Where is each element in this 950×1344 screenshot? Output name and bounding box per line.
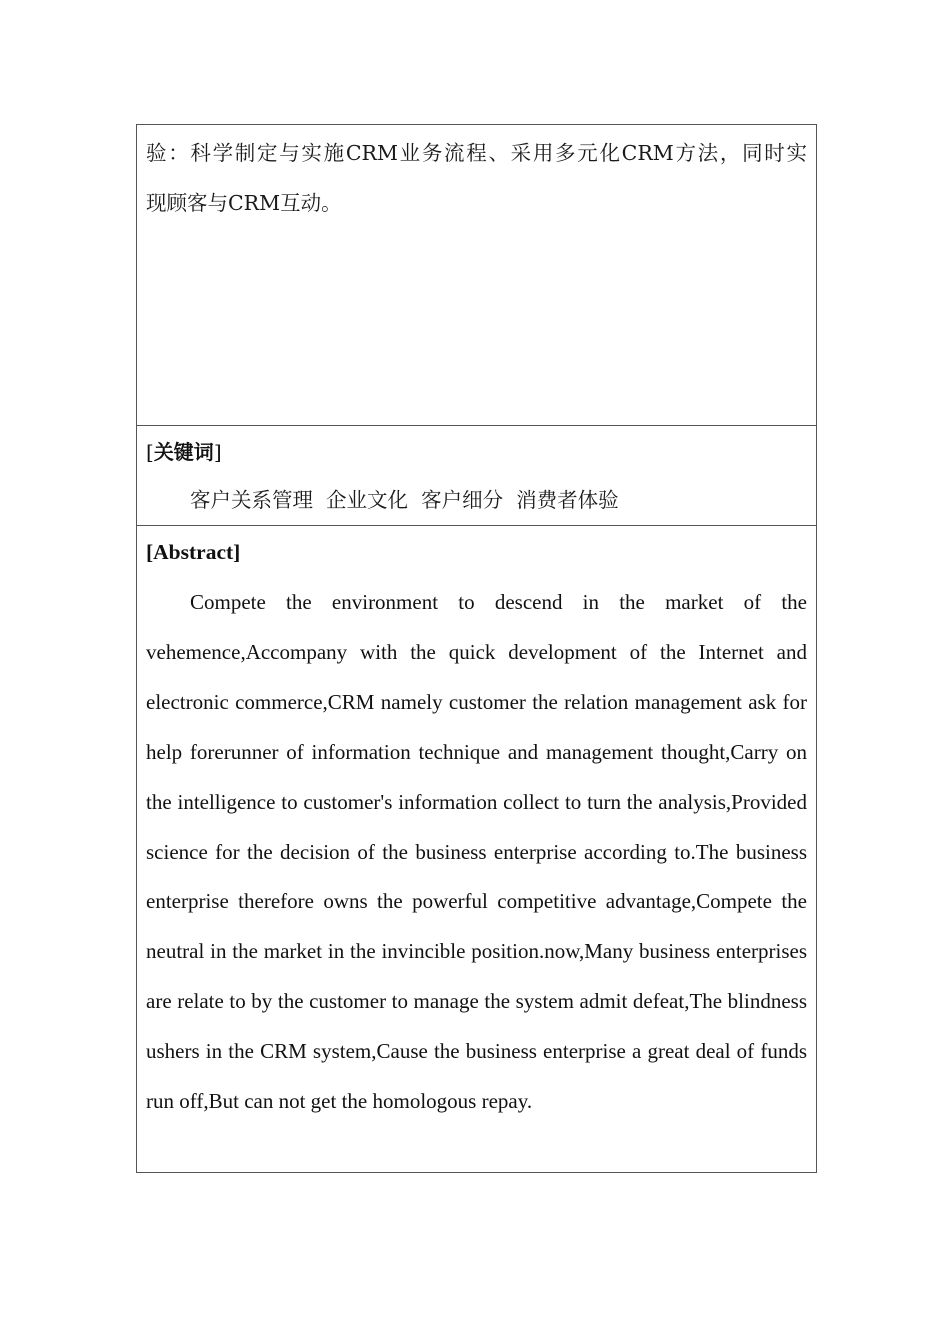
abstract-cell bbox=[137, 525, 816, 1172]
keywords-heading bbox=[146, 426, 807, 478]
keywords-heading-text: 关键词 bbox=[153, 440, 214, 464]
continued-summary-cell bbox=[137, 125, 816, 425]
summary-line-2: 现顾客与CRM互动。 bbox=[146, 191, 342, 215]
keywords-bracket-close: ] bbox=[213, 440, 222, 464]
abstract-body: Compete the environment to descend in the market of the vehemence,Accompany with the quick development of the Internet and electronic commerce,CRM namely customer the relation management ask for help forerunner of information technique and management thought,Carry on the intelligence to customer's information collect to turn the analysis,Provided science for the decision of the business enterprise according to.The business enterprise therefore owns the powerful competitive advantage,Compete the neutral in the market in the invincible position.now,Many business enterprises are relate to by the customer to manage the system admit defeat,The blindness ushers in the CRM system,Cause the business enterprise a great deal of funds run off,But can not get the homologous repay. bbox=[146, 590, 807, 1114]
abstract-heading: [Abstract] bbox=[146, 540, 241, 564]
keywords-cell bbox=[137, 425, 816, 525]
keywords-bracket-open: [ bbox=[146, 440, 154, 464]
keywords-list: 客户关系管理 企业文化 客户细分 消费者体验 bbox=[190, 488, 619, 512]
document-table bbox=[136, 124, 817, 1173]
summary-line-1: 验：科学制定与实施CRM业务流程、采用多元化CRM方法，同时实 bbox=[146, 141, 807, 165]
